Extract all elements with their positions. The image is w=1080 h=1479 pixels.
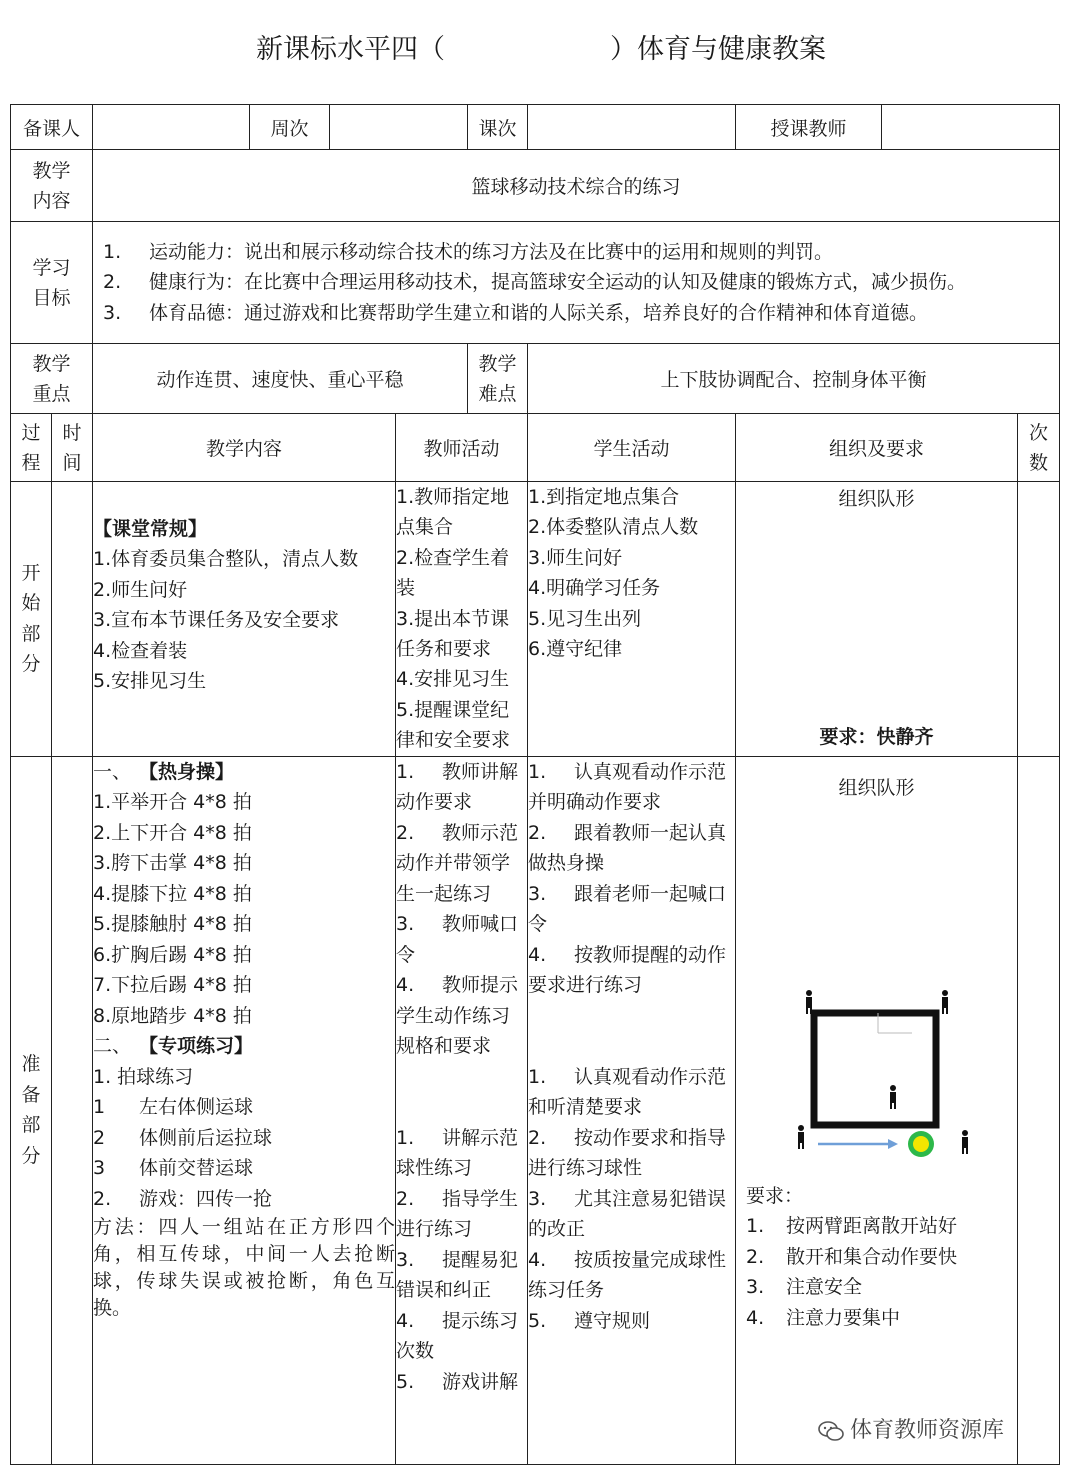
prep-content: [93, 756, 396, 1464]
lesson-label: 课次: [468, 105, 528, 150]
focus-value: 动作连贯、速度快、重心平稳: [93, 344, 468, 414]
list-item: 5.提膝触肘 4*8 拍: [93, 913, 252, 936]
player-icon: [806, 990, 812, 1014]
start-teacher: [396, 482, 528, 757]
watermark-text: 体育教师资源库: [850, 1418, 1005, 1443]
list-item: 3 体前交替运球: [93, 1157, 254, 1180]
list-item: 4.安排见习生: [396, 668, 510, 691]
prep-organization: [736, 756, 1018, 1464]
goals-row: [11, 222, 1060, 344]
list-item: 2. 散开和集合动作要快: [746, 1245, 958, 1268]
list-item: 1.到指定地点集合: [528, 486, 680, 508]
goal-item: 1. 运动能力：说出和展示移动综合技术的练习方法及在比赛中的运用和规则的判罚。: [103, 240, 834, 263]
org-requirement: 要求：快静齐: [819, 725, 934, 748]
list-item: 4.明确学习任务: [528, 577, 661, 600]
content-row: [11, 150, 1060, 222]
prep-teacher: [396, 756, 528, 1464]
list-item: 4. 按质按量完成球性练习任务: [528, 1248, 727, 1302]
list-item: 1.教师指定地点集合: [396, 486, 510, 539]
col-time: 时 间: [52, 414, 93, 482]
goal-item: 3. 体育品德：通过游戏和比赛帮助学生建立和谐的人际关系，培养良好的合作精神和体育道德。: [103, 301, 929, 324]
game-method: 方法：四人一组站在正方形四个角，相互传球，中间一人去抢断球，传球失误或被抢断，角色互换。: [93, 1216, 396, 1320]
list-item: 2 体侧前后运拉球: [93, 1126, 273, 1149]
player-icon: [942, 990, 948, 1014]
player-icon: [890, 1085, 896, 1109]
formation-diagram: [756, 985, 996, 1185]
teacher-value: [882, 105, 1060, 150]
pass-arrow-head: [888, 1139, 898, 1149]
list-item: 6.遵守纪律: [528, 638, 623, 661]
list-item: 1 左右体侧运球: [93, 1096, 254, 1119]
list-item: 5.安排见习生: [93, 670, 207, 693]
list-item: 1. 认真观看动作示范并明确动作要求: [528, 760, 727, 814]
goals-list: [93, 222, 1060, 344]
focus-label: 教学 重点: [11, 344, 93, 414]
list-item: 3.提出本节课任务和要求: [396, 607, 510, 661]
list-item: 4. 注意力要集中: [746, 1306, 901, 1329]
prep-time: [52, 756, 93, 1464]
player-icon: [962, 1130, 968, 1154]
col-teacher: 教师活动: [396, 414, 528, 482]
list-item: 2. 指导学生进行练习: [396, 1187, 519, 1241]
start-section-label: 开 始 部 分: [11, 482, 52, 757]
org-title: 组织队形: [838, 776, 915, 799]
drill-heading: 1. 拍球练习: [93, 1065, 194, 1088]
list-item: 4. 提示练习次数: [396, 1309, 519, 1363]
difficulty-value: 上下肢协调配合、控制身体平衡: [528, 344, 1060, 414]
list-item: 3. 注意安全: [746, 1276, 863, 1299]
list-item: 1. 讲解示范球性练习: [396, 1126, 519, 1180]
list-item: 6.扩胸后踢 4*8 拍: [93, 943, 252, 966]
info-row: [11, 105, 1060, 150]
prep-section-row: [11, 756, 1060, 1464]
start-time: [52, 482, 93, 757]
list-item: 8.原地踏步 4*8 拍: [93, 1004, 252, 1027]
goals-label: 学习 目标: [11, 222, 93, 344]
start-content: [93, 482, 396, 757]
list-item: 4.检查着装: [93, 639, 188, 662]
list-item: 2.上下开合 4*8 拍: [93, 821, 252, 844]
page-title: [0, 28, 1080, 72]
col-content: 教学内容: [93, 414, 396, 482]
watermark: [818, 1413, 1004, 1444]
list-item: 3. 提醒易犯错误和纠正: [396, 1248, 519, 1302]
col-student: 学生活动: [528, 414, 736, 482]
ball-inner: [913, 1136, 929, 1152]
list-item: 2. 按动作要求和指导进行练习球性: [528, 1126, 727, 1180]
col-process: 过 程: [11, 414, 52, 482]
list-item: 1.平举开合 4*8 拍: [93, 791, 252, 814]
list-item: 2. 教师示范动作并带领学生一起练习: [396, 821, 519, 905]
list-item: 7.下拉后踢 4*8 拍: [93, 974, 252, 997]
prep-section-label: 准 备 部 分: [11, 756, 52, 1464]
prep-count: [1018, 756, 1060, 1464]
col-count: 次 数: [1018, 414, 1060, 482]
list-item: 2.检查学生着装: [396, 546, 510, 600]
list-item: 1. 按两臂距离散开站好: [746, 1215, 958, 1238]
goal-item: 2. 健康行为：在比赛中合理运用移动技术，提高篮球安全运动的认知及健康的锻炼方式，减少损伤。: [103, 271, 967, 294]
list-item: 5.见习生出列: [528, 607, 642, 630]
list-item: 1. 教师讲解动作要求: [396, 760, 519, 814]
list-item: 5. 游戏讲解: [396, 1370, 519, 1393]
content-value: 篮球移动技术综合的练习: [93, 150, 1060, 222]
difficulty-label: 教学 难点: [468, 344, 528, 414]
player-icon: [798, 1125, 804, 1149]
lesson-value: [528, 105, 736, 150]
col-organization: 组织及要求: [736, 414, 1018, 482]
key-points-row: [11, 344, 1060, 414]
prep-student: [528, 756, 736, 1464]
list-item: 1.体育委员集合整队，清点人数: [93, 548, 359, 571]
list-item: 3. 教师喊口令: [396, 913, 519, 966]
list-item: 4.提膝下拉 4*8 拍: [93, 882, 252, 905]
lesson-plan-table: [10, 104, 1060, 1465]
warmup-heading: 一、 【热身操】: [93, 760, 235, 783]
list-item: 4. 教师提示学生动作练习规格和要求: [396, 974, 519, 1058]
preparer-label: 备课人: [11, 105, 93, 150]
teacher-label: 授课教师: [736, 105, 882, 150]
title-right: ）体育与健康教案: [610, 34, 826, 65]
list-item: 5. 遵守规则: [528, 1309, 651, 1332]
list-item: 3.宣布本节课任务及安全要求: [93, 609, 340, 632]
list-item: 2. 跟着教师一起认真做热身操: [528, 821, 727, 875]
list-item: 3.胯下击掌 4*8 拍: [93, 852, 252, 875]
list-item: 3. 跟着老师一起喊口令: [528, 882, 727, 936]
routine-heading: 【课堂常规】: [93, 518, 208, 540]
list-item: 4. 按教师提醒的动作要求进行练习: [528, 943, 727, 997]
list-item: 1. 认真观看动作示范和听清楚要求: [528, 1065, 727, 1119]
list-item: 2.体委整队清点人数: [528, 516, 699, 539]
start-section-row: [11, 482, 1060, 757]
column-header-row: [11, 414, 1060, 482]
week-label: 周次: [250, 105, 330, 150]
list-item: 5.提醒课堂纪律和安全要求: [396, 698, 511, 752]
title-left: 新课标水平四（: [256, 34, 445, 65]
prep-requirements: [746, 1181, 1007, 1334]
req-heading: 要求：: [746, 1184, 804, 1207]
list-item: 2.师生问好: [93, 578, 188, 601]
start-count: [1018, 482, 1060, 757]
game-heading: 2. 游戏：四传一抢: [93, 1187, 273, 1210]
preparer-value: [93, 105, 250, 150]
field-square: [814, 1013, 936, 1125]
week-value: [330, 105, 468, 150]
list-item: 3. 尤其注意易犯错误的改正: [528, 1187, 727, 1241]
org-title: 组织队形: [838, 488, 915, 510]
start-student: [528, 482, 736, 757]
wechat-icon: [818, 1420, 844, 1442]
list-item: 3.师生问好: [528, 546, 623, 569]
content-label: 教学 内容: [11, 150, 93, 222]
start-organization: [736, 482, 1018, 757]
special-heading: 二、 【专项练习】: [93, 1035, 254, 1058]
